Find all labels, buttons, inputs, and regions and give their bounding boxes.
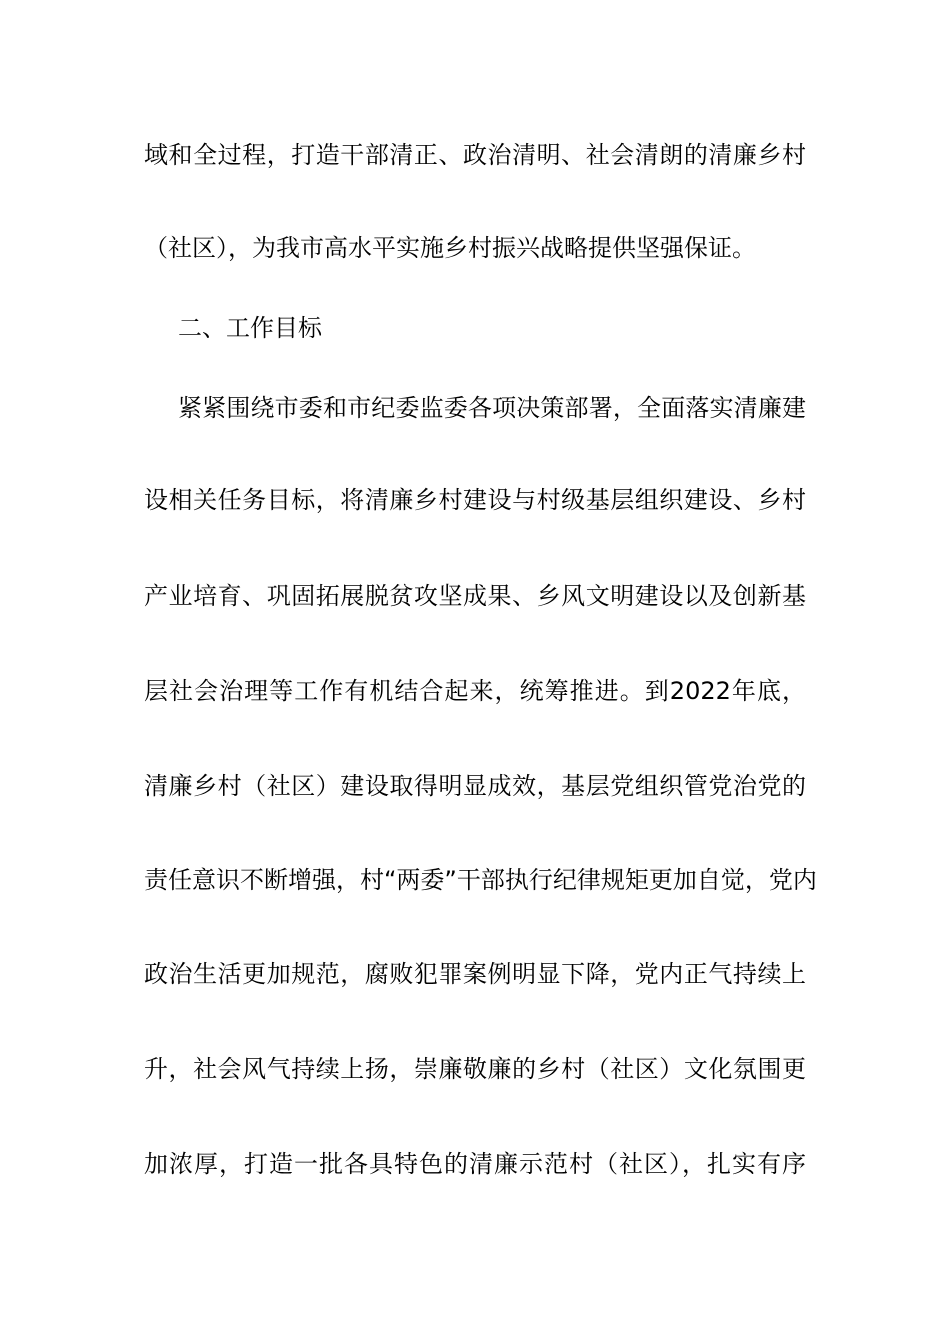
paragraph-line: 升，社会风气持续上扬，崇廉敬廉的乡村（社区）文化氛围更 [144,1055,806,1083]
paragraph-line: 政治生活更加规范，腐败犯罪案例明显下降，党内正气持续上 [144,960,806,988]
paragraph-line: （社区），为我市高水平实施乡村振兴战略提供坚强保证。 [144,234,756,262]
paragraph-line: 产业培育、巩固拓展脱贫攻坚成果、乡风文明建设以及创新基 [144,582,806,610]
paragraph-line: 设相关任务目标，将清廉乡村建设与村级基层组织建设、乡村 [144,486,806,514]
paragraph-line: 加浓厚，打造一批各具特色的清廉示范村（社区），扎实有序 [144,1150,806,1178]
section-heading: 二、工作目标 [178,314,322,342]
paragraph-line: 清廉乡村（社区）建设取得明显成效，基层党组织管党治党的 [144,772,806,800]
paragraph-line: 层社会治理等工作有机结合起来，统筹推进。到2022年底， [144,677,806,705]
paragraph-line: 域和全过程，打造干部清正、政治清明、社会清朗的清廉乡村 [144,141,806,169]
paragraph-line: 责任意识不断增强，村“两委”干部执行纪律规矩更加自觉，党内 [144,866,817,894]
paragraph-line: 紧紧围绕市委和市纪委监委各项决策部署，全面落实清廉建 [178,394,806,422]
